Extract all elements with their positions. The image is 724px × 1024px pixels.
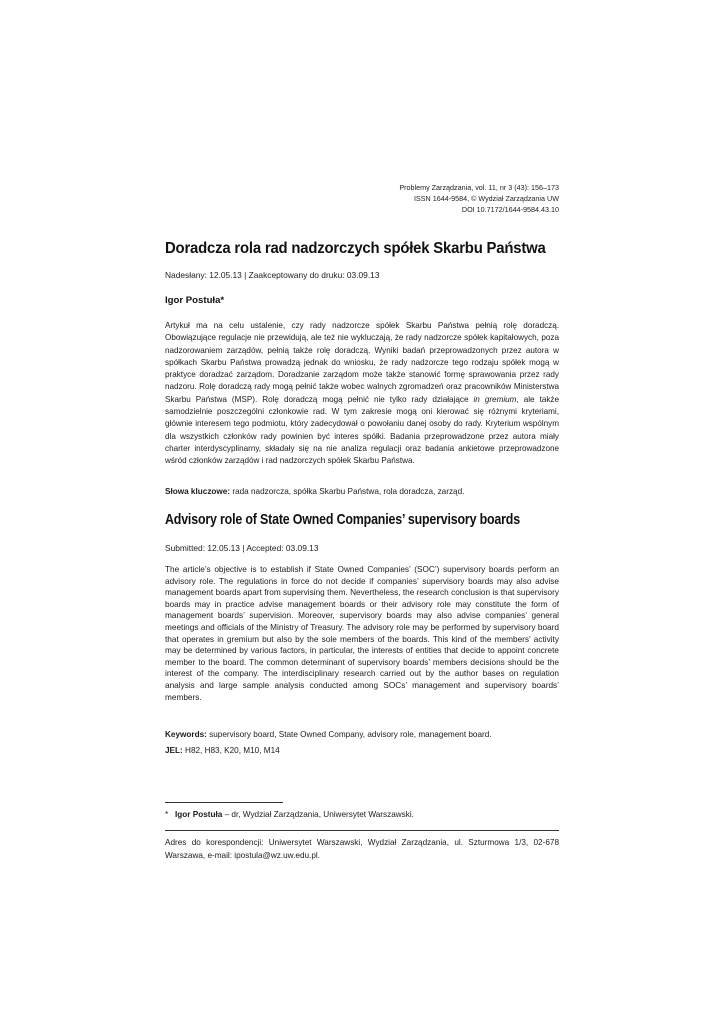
keywords-english	[165, 729, 559, 741]
journal-doi: DOI 10.7172/1644-9584.43.10	[461, 204, 559, 214]
abstract-polish	[165, 320, 559, 468]
footnote-author-name: Igor Postuła	[175, 810, 223, 819]
journal-issn: ISSN 1644-9584, © Wydział Zarządzania UW	[413, 193, 559, 203]
author-name: Igor Postuła*	[165, 295, 225, 306]
jel-label: JEL:	[165, 746, 183, 755]
address-divider	[165, 830, 559, 831]
journal-header	[165, 183, 559, 215]
submission-dates-polish: Nadesłany: 12.05.13 | Zaakceptowany do druku: 03.09.13	[165, 270, 380, 280]
footnote-marker: *	[165, 810, 169, 819]
page-title-polish: Doradcza rola rad nadzorczych spółek Skarbu Państwa	[165, 240, 546, 257]
keywords-english-label: Keywords:	[165, 730, 207, 739]
abstract-polish-italic: in gremium	[473, 394, 517, 404]
keywords-polish-value: rada nadzorcza, spółka Skarbu Państwa, rola doradcza, zarząd.	[230, 487, 465, 496]
keywords-polish-label: Słowa kluczowe:	[165, 487, 231, 496]
keywords-english-value: supervisory board, State Owned Company, advisory role, management board.	[206, 730, 492, 739]
journal-citation: Problemy Zarządzania, vol. 11, nr 3 (43): 156–173	[399, 183, 559, 192]
footnote-affiliation: – dr, Wydział Zarządzania, Uniwersytet Warszawski.	[222, 810, 414, 819]
footnote-divider	[165, 802, 283, 803]
abstract-english: The article’s objective is to establish if State Owned Companies’ (SOC’) supervisory boards perform an advisory role. The regulations in force do not decide if companies’ supervisory boards may also advise management boards apart from supervising them. Nevertheless, the research conclusion is that supervisory boards may in practice advise management boards or their advisory role may constitute the form of management boards’ supervision. Moreover, supervisory boards may also advise companies’ general meetings and officials of the Ministry of Treasury. The advisory role may be performed by supervisory board that operates in gremium but also by the sole members of the boards. This kind of the members’ activity may be determined by various factors, in particular, the interests of entities that decide to appoint concrete member to the board. The common determinant of supervisory boards’ members decisions should be the interest of the company. The interdisciplinary research carried out by the author bases on regulation analysis and large sample analysis conducted among SOCs’ management and supervisory boards’ members.	[165, 565, 559, 702]
keywords-polish	[165, 486, 559, 498]
jel-value: H82, H83, K20, M10, M14	[182, 746, 280, 755]
abstract-polish-part2: , ale także samodzielnie poszczególni członkowie rad. W tym zakresie mogą oni kierować się różnymi kryteriami, głównie interesem tego podmiotu, który zadecydował o powołaniu danej osoby do rady. Kryterium wspólnym dla wszystkich członków rady powinien być interes spółki. Badania przeprowadzone przez autora miały charter interdyscyplinarny, składały się na nie analiza regulacji oraz badania ankietowe przeprowadzone wśród członków zarządów i rad nadzorczych spółek Skarbu Państwa.	[165, 394, 559, 466]
page-title-english: Advisory role of State Owned Companies’ supervisory boards	[165, 512, 520, 528]
correspondence-address: Adres do korespondencji: Uniwersytet Warszawski, Wydział Zarządzania, ul. Szturmowa 1/3, 02-678 Warszawa, e-mail: ipostula@wz.uw.edu.pl.	[165, 838, 559, 860]
submission-dates-english: Submitted: 12.05.13 | Accepted: 03.09.13	[165, 543, 319, 553]
jel-codes	[165, 745, 559, 757]
abstract-polish-part1: Artykuł ma na celu ustalenie, czy rady nadzorcze spółek Skarbu Państwa pełnią rolę doradczą. Obowiązujące regulacje nie przewidują, ale też nie wykluczają, że rady nadzorcze spółek kapitałowych, poza nadzorowaniem zarządów, pełnią także rolę doradczą. Wyniki badań przeprowadzonych przez autora w spółkach Skarbu Państwa prowadzą jednak do wniosku, że rady nadzorcze tego rodzaju spółek mogą w praktyce doradzać zarządom. Doradzanie zarządom może także stanowić formę sprawowania przez rady nadzoru. Rolę doradczą rady mogą pełnić także wobec walnych zgromadzeń oraz pracowników Ministerstwa Skarbu Państwa (MSP). Rolę doradczą mogą pełnić nie tylko rady działające	[165, 321, 559, 404]
author-footnote	[165, 810, 559, 819]
